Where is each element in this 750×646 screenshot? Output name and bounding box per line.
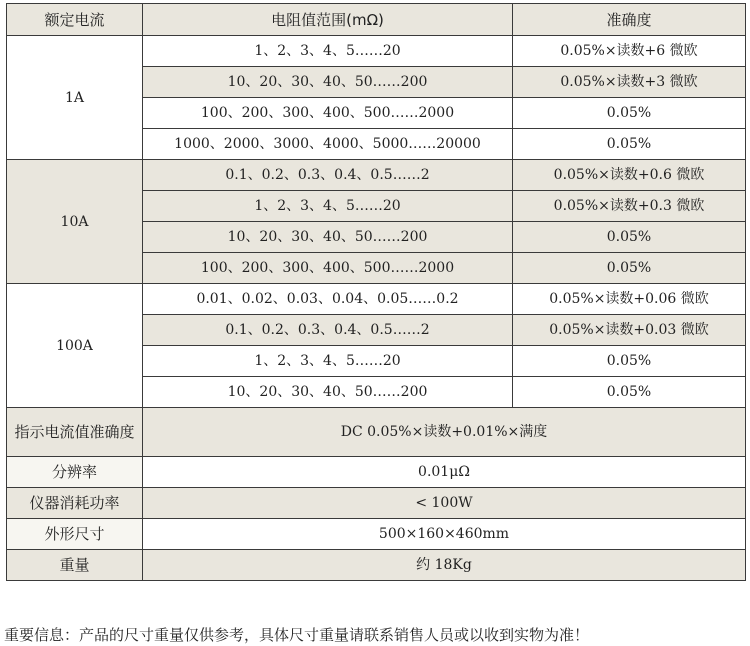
spec-value: 0.01μΩ [143, 457, 746, 488]
spec-label: 外形尺寸 [7, 519, 143, 550]
spec-label: 重量 [7, 550, 143, 581]
range-cell: 0.1、0.2、0.3、0.4、0.5……2 [143, 315, 513, 346]
range-cell: 100、200、300、400、500……2000 [143, 253, 513, 284]
spec-row-dimensions [7, 519, 746, 550]
current-100a: 100A [7, 284, 143, 408]
spec-value: < 100W [143, 488, 746, 519]
table-row [7, 36, 746, 67]
accuracy-cell: 0.05%×读数+0.03 微欧 [513, 315, 746, 346]
accuracy-cell: 0.05%×读数+6 微欧 [513, 36, 746, 67]
accuracy-cell: 0.05%×读数+3 微欧 [513, 67, 746, 98]
range-cell: 1、2、3、4、5……20 [143, 191, 513, 222]
header-current: 额定电流 [7, 4, 143, 36]
spec-label: 分辨率 [7, 457, 143, 488]
notice-text: 重要信息：产品的尺寸重量仅供参考，具体尺寸重量请联系销售人员或以收到实物为准！ [4, 626, 590, 644]
accuracy-cell: 0.05% [513, 222, 746, 253]
accuracy-cell: 0.05% [513, 346, 746, 377]
range-cell: 0.01、0.02、0.03、0.04、0.05……0.2 [143, 284, 513, 315]
range-cell: 10、20、30、40、50……200 [143, 222, 513, 253]
accuracy-cell: 0.05% [513, 377, 746, 408]
spec-value: 约 18Kg [143, 550, 746, 581]
table-row [7, 284, 746, 315]
range-cell: 1、2、3、4、5……20 [143, 346, 513, 377]
accuracy-cell: 0.05%×读数+0.3 微欧 [513, 191, 746, 222]
spec-row-indicator [7, 408, 746, 457]
header-accuracy: 准确度 [513, 4, 746, 36]
spec-value: 500×160×460mm [143, 519, 746, 550]
spec-label: 指示电流值准确度 [7, 408, 143, 457]
table-row [7, 160, 746, 191]
range-cell: 1000、2000、3000、4000、5000……20000 [143, 129, 513, 160]
range-cell: 10、20、30、40、50……200 [143, 67, 513, 98]
accuracy-cell: 0.05% [513, 129, 746, 160]
header-row [7, 4, 746, 36]
accuracy-cell: 0.05% [513, 98, 746, 129]
current-10a: 10A [7, 160, 143, 284]
range-cell: 0.1、0.2、0.3、0.4、0.5……2 [143, 160, 513, 191]
accuracy-cell: 0.05%×读数+0.06 微欧 [513, 284, 746, 315]
spec-row-resolution [7, 457, 746, 488]
range-cell: 100、200、300、400、500……2000 [143, 98, 513, 129]
spec-table [6, 3, 746, 581]
spec-row-power [7, 488, 746, 519]
spec-row-weight [7, 550, 746, 581]
range-cell: 1、2、3、4、5……20 [143, 36, 513, 67]
range-cell: 10、20、30、40、50……200 [143, 377, 513, 408]
spec-label: 仪器消耗功率 [7, 488, 143, 519]
header-range: 电阻值范围(mΩ) [143, 4, 513, 36]
spec-value: DC 0.05%×读数+0.01%×满度 [143, 408, 746, 457]
accuracy-cell: 0.05%×读数+0.6 微欧 [513, 160, 746, 191]
accuracy-cell: 0.05% [513, 253, 746, 284]
current-1a: 1A [7, 36, 143, 160]
